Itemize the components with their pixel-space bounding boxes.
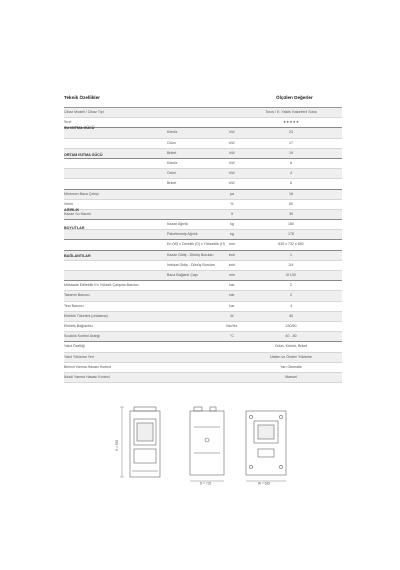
row-sublabel: Kömür — [167, 160, 178, 165]
table-row — [64, 200, 342, 210]
row-value: 45 — [289, 313, 293, 318]
row-value: 17 — [289, 140, 293, 145]
row-label: Test Basıncı — [64, 303, 84, 308]
table-row — [64, 322, 342, 332]
row-unit: kW — [229, 140, 235, 145]
width-dimension-label: W = 639 — [258, 481, 270, 485]
table-row — [64, 281, 342, 291]
row-value: 4 — [290, 303, 292, 308]
row-unit: % — [230, 201, 234, 206]
row-sublabel: Baca Bağlantı Çapı — [167, 273, 198, 277]
row-label: Elektrik Tüketimi (ortalama) — [64, 313, 108, 318]
row-unit: Vac/Hz. — [225, 323, 239, 328]
row-unit: bar — [229, 283, 235, 288]
header-technical-features: Teknik Özellikler — [64, 95, 100, 100]
row-unit: kg — [230, 232, 234, 237]
row-value: Ø 130 — [286, 273, 296, 277]
row-value: 6 — [290, 181, 292, 186]
row-value: 19 — [289, 150, 293, 155]
group-label-boyutlar: BOYUTLAR — [64, 226, 85, 230]
row-label: Tasarım Basıncı — [64, 293, 90, 298]
row-sublabel: Paketlenmiş Ağırlık — [167, 232, 198, 237]
row-unit: bar — [229, 293, 235, 298]
row-value: 80 — [289, 201, 293, 206]
table-row — [64, 261, 342, 271]
row-value: 1 — [290, 252, 292, 257]
row-unit: bar — [229, 303, 235, 308]
row-value: 23 — [289, 130, 293, 135]
row-sublabel: Odun — [167, 140, 176, 145]
row-label: İkincil Yanma Havası Kontrol — [64, 374, 110, 379]
table-row — [64, 353, 342, 363]
row-value: 639 x 732 x 892 — [278, 242, 304, 247]
row-unit: pa — [230, 191, 234, 196]
table-row — [64, 363, 342, 373]
group-label-agirlik: AĞIRLIK — [64, 208, 80, 212]
table-row — [64, 139, 342, 149]
table-row — [64, 169, 342, 179]
table-row — [64, 210, 342, 220]
header-measured-values: Ölçülen Değerler — [276, 95, 313, 100]
row-sublabel: En (W) x Derinlik (D) x Yükseklik (H) — [167, 242, 225, 247]
table-row — [64, 240, 342, 250]
group-label-ortam-isitma: ORTAM ISITMA GÜCÜ — [64, 153, 103, 157]
front-view-drawing — [120, 407, 160, 477]
row-sublabel: Odun — [167, 171, 176, 176]
row-value: Yarı Otomatik — [280, 364, 302, 369]
table-row — [64, 128, 342, 138]
row-unit: °C — [229, 334, 235, 339]
row-label: Yakıt Yükleme Yeri — [64, 354, 94, 359]
spec-table — [64, 108, 342, 383]
row-value: 6 — [290, 160, 292, 165]
row-value: 2 — [290, 293, 292, 298]
row-value: 3/4 — [288, 262, 294, 267]
table-row — [64, 251, 342, 261]
row-value: 4 — [290, 171, 292, 176]
table-row — [64, 271, 342, 281]
row-sublabel: Briket — [167, 150, 177, 155]
row-label: Verim — [64, 201, 74, 206]
table-row — [64, 230, 342, 240]
row-label: Sıcaklık Kontrol Aralığı — [64, 334, 101, 339]
table-row — [64, 302, 342, 312]
row-label: Müsaade Edilebilir En Yüksek Çalışma Basıncı — [64, 283, 139, 288]
row-label: Cihaz Modeli / Cihaz Tipi — [64, 110, 104, 114]
row-value: Odun, Kömür, Briket — [274, 344, 308, 349]
table-row — [64, 342, 342, 352]
side-view-drawing — [190, 407, 224, 481]
row-sublabel: Briket — [167, 181, 177, 186]
row-sublabel: Kazan Ağırlık — [167, 222, 189, 227]
table-row — [64, 149, 342, 159]
table-row — [64, 332, 342, 342]
row-unit: inch — [228, 262, 236, 267]
row-unit: kW — [229, 130, 235, 135]
row-unit: mm — [229, 242, 235, 247]
row-unit: kW — [229, 181, 235, 186]
row-value: ★★★★★ — [282, 120, 300, 125]
table-row — [64, 312, 342, 322]
row-label: Elektrik Bağlantısı — [64, 323, 93, 328]
spec-sheet — [64, 92, 342, 383]
row-value: Üstten ve Önden Yükleme — [270, 354, 312, 359]
table-row — [64, 190, 342, 200]
row-unit: W — [230, 313, 234, 318]
table-row — [64, 220, 342, 230]
row-value: 230/50 — [285, 323, 297, 328]
row-value: 18 — [289, 191, 293, 196]
row-label: Kazan Su Hacmi — [64, 211, 91, 216]
table-header — [64, 92, 342, 108]
group-label-su-isitma: SU ISITMA GÜCÜ — [64, 126, 95, 130]
row-sublabel: İmbisat Gidiş - Dönüş Boruları — [167, 262, 215, 267]
table-row — [64, 108, 342, 118]
row-unit: kW — [229, 160, 235, 165]
row-unit: kW — [229, 150, 235, 155]
table-row — [64, 291, 342, 301]
row-value: 178 — [288, 232, 294, 237]
row-unit: inch — [228, 252, 236, 257]
stove-technical-drawings — [110, 405, 310, 485]
row-value: 40 - 80 — [285, 334, 297, 339]
table-row — [64, 179, 342, 189]
table-row — [64, 373, 342, 383]
rear-view-drawing — [246, 411, 286, 481]
row-label: Yakıt Özelliği — [64, 344, 85, 349]
row-value: 2 — [290, 283, 292, 288]
row-unit: kg — [230, 222, 234, 227]
row-label: Sınıf — [64, 120, 72, 125]
height-dimension-label: H = 892 — [115, 439, 119, 451]
row-value: Toros / K. Yakıtlı Kaloriferli Soba — [265, 110, 317, 114]
row-unit: kW — [229, 171, 235, 176]
row-label: Minimum Baca Çekişi — [64, 191, 99, 196]
row-value: 160 — [288, 222, 294, 227]
row-value: Manuel — [285, 374, 297, 379]
row-unit: mm — [229, 273, 235, 277]
row-sublabel: Kömür — [167, 130, 178, 135]
table-row — [64, 159, 342, 169]
table-row — [64, 118, 342, 128]
row-unit: lt — [231, 211, 233, 216]
group-label-baglantilar: BAĞLANTILAR — [64, 254, 91, 258]
row-value: 39 — [289, 211, 293, 216]
row-label: Birincil Yanma Havası Kontrol — [64, 364, 112, 369]
depth-dimension-label: D = 732 — [200, 481, 212, 485]
row-sublabel: Kazan Gidiş - Dönüş Boruları — [167, 252, 214, 257]
